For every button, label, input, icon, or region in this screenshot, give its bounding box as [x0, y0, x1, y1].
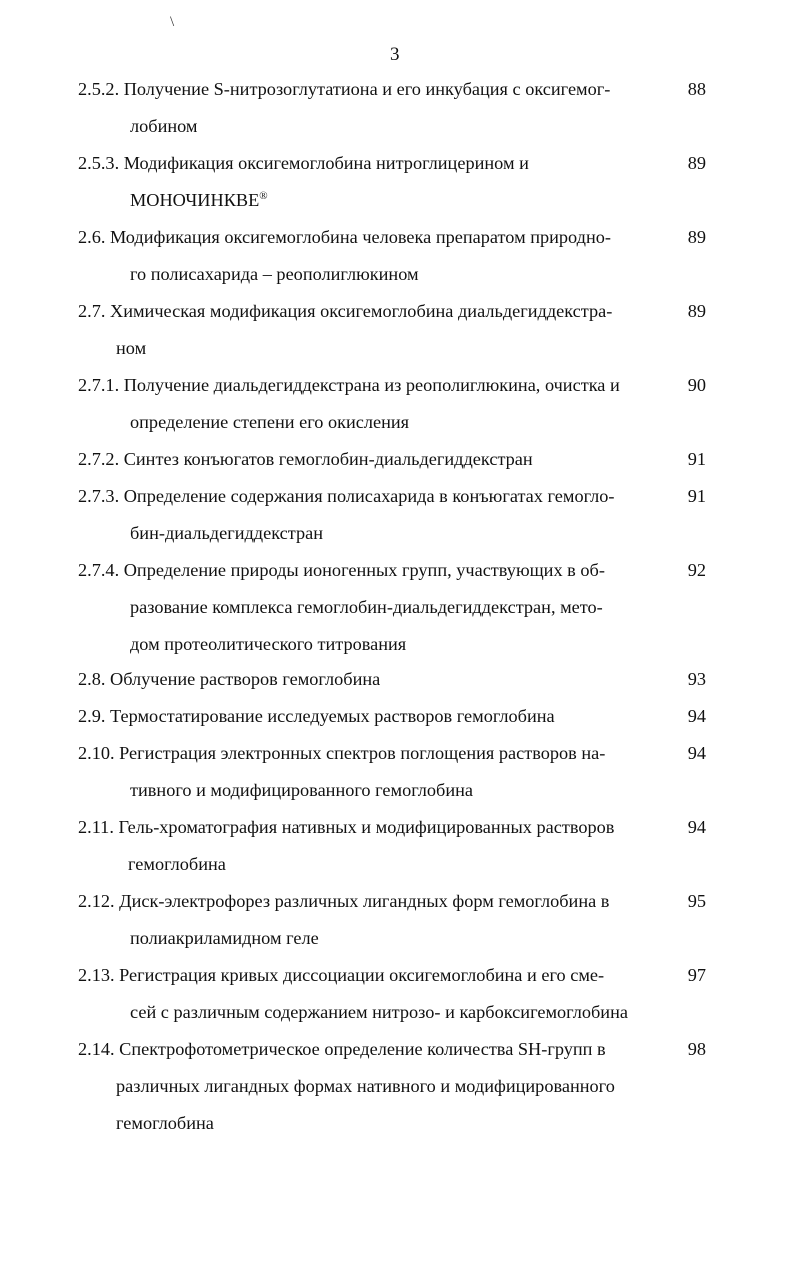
toc-entry-title-line: 2.7.2. Синтез конъюгатов гемоглобин-диальдегиддекстран	[78, 449, 533, 469]
toc-entry-page: 94	[687, 706, 706, 726]
page-number: 3	[390, 44, 400, 65]
toc-entry-title-line: лобином	[130, 116, 198, 136]
toc-entry-page: 89	[687, 153, 706, 173]
toc-entry-page: 94	[687, 817, 706, 837]
toc-entry-title-line: сей с различным содержанием нитрозо- и карбоксигемоглобина	[130, 1002, 628, 1022]
toc-entry-title-line: 2.12. Диск-электрофорез различных лигандных форм гемоглобина в	[78, 891, 610, 911]
toc-entry-page: 94	[687, 743, 706, 763]
toc-entry-title-line: тивного и модифицированного гемоглобина	[130, 780, 474, 800]
toc-entry-page: 92	[687, 560, 706, 580]
toc-entry-title-line: определение степени его окисления	[130, 412, 410, 432]
toc-entry-page: 98	[687, 1039, 706, 1059]
toc-entry-title-line: 2.7.3. Определение содержания полисахарида в конъюгатах гемогло-	[78, 486, 615, 506]
toc-entry-title-line: 2.11. Гель-хроматография нативных и модифицированных растворов	[78, 817, 615, 837]
toc-entry-title-line: 2.13. Регистрация кривых диссоциации оксигемоглобина и его сме-	[78, 965, 605, 985]
toc-entry-title-line: разование комплекса гемоглобин-диальдегиддекстран, мето-	[130, 597, 603, 617]
toc-entry-title-line-with-mark	[130, 189, 268, 211]
toc-entry-title-text: МОНОЧИНКВЕ	[130, 190, 260, 210]
toc-entry-page: 88	[687, 79, 706, 99]
toc-entry-title-line: бин-диальдегиддекстран	[130, 523, 323, 543]
toc-entry-title-line: 2.10. Регистрация электронных спектров поглощения растворов на-	[78, 743, 606, 763]
toc-entry-title-line: дом протеолитического титрования	[130, 634, 407, 654]
toc-entry-title-line: 2.5.2. Получение S-нитрозоглутатиона и его инкубация с оксигемог-	[78, 79, 611, 99]
toc-entry-title-line: 2.8. Облучение растворов гемоглобина	[78, 669, 381, 689]
toc-entry-title-line: различных лигандных формах нативного и модифицированного	[116, 1076, 615, 1096]
toc-entry-title-line: полиакриламидном геле	[130, 928, 319, 948]
toc-entry-title-line: 2.7.4. Определение природы ионогенных групп, участвующих в об-	[78, 560, 605, 580]
toc-entry-page: 91	[687, 486, 706, 506]
toc-entry-title-line: 2.6. Модификация оксигемоглобина человека препаратом природно-	[78, 227, 611, 247]
registered-mark: ®	[259, 190, 268, 202]
toc-entry-page: 93	[687, 669, 706, 689]
toc-entry-title-line: го полисахарида – реополиглюкином	[130, 264, 419, 284]
toc-entry-title-line: 2.9. Термостатирование исследуемых растворов гемоглобина	[78, 706, 555, 726]
toc-entry-page: 90	[687, 375, 706, 395]
scan-mark: \	[170, 14, 175, 30]
toc-entry-title-line: 2.7. Химическая модификация оксигемоглобина диальдегиддекстра-	[78, 301, 613, 321]
toc-entry-title-line: 2.7.1. Получение диальдегиддекстрана из реополиглюкина, очистка и	[78, 375, 620, 395]
toc-entry-title-line: гемоглобина	[116, 1113, 214, 1133]
toc-entry-page: 91	[687, 449, 706, 469]
toc-entry-page: 95	[687, 891, 706, 911]
toc-entry-page: 97	[687, 965, 706, 985]
toc-entry-page: 89	[687, 227, 706, 247]
toc-entry-title-line: гемоглобина	[128, 854, 226, 874]
toc-entry-title-line: 2.5.3. Модификация оксигемоглобина нитроглицерином и	[78, 153, 529, 173]
toc-entry-page: 89	[687, 301, 706, 321]
toc-entry-title-line: ном	[116, 338, 147, 358]
toc-entry-title-line: 2.14. Спектрофотометрическое определение количества SH-групп в	[78, 1039, 606, 1059]
